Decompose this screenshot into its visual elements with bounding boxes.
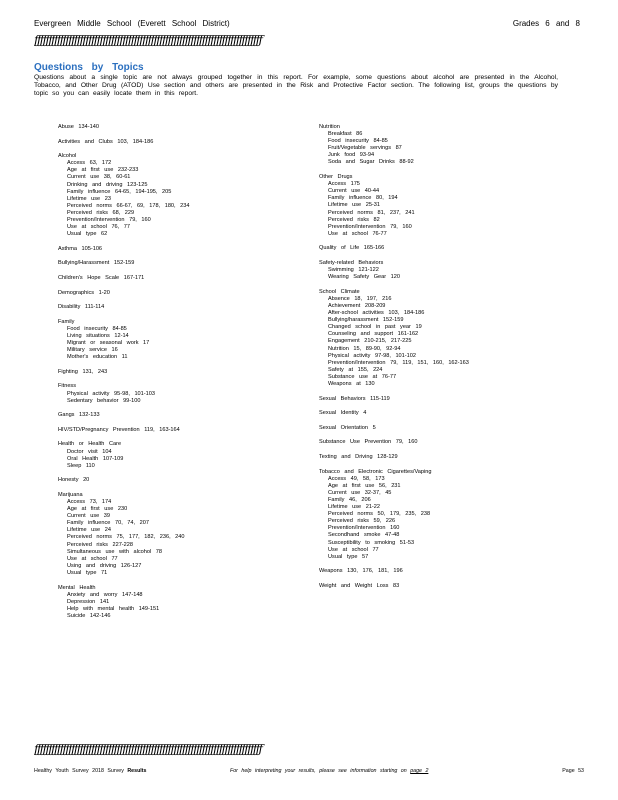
topic-block [319, 410, 559, 417]
subtopic-item: Safety at 155, 224 [328, 366, 383, 373]
subtopic-item: Current use 32-37, 45 [328, 489, 392, 496]
subtopic-item: Migrant or seasonal work 17 [67, 340, 150, 347]
topic-heading: Texting and Driving 128-129 [319, 453, 398, 460]
subtopic-item: Prevention/Intervention 79, 160 [67, 217, 151, 224]
subtopic-item: Simultaneous use with alcohol 78 [67, 548, 163, 555]
topic-heading: Tobacco and Electronic Cigarettes/Vaping [319, 468, 432, 475]
topic-block [319, 454, 559, 461]
grades-label: Grades 6 and 8 [512, 19, 580, 28]
topic-heading: Mental Health [58, 584, 96, 591]
subtopic-item: Current use 38, 60-61 [67, 174, 131, 181]
subtopic-item: Lifetime use 25-31 [328, 202, 381, 209]
topic-block [319, 396, 559, 403]
subtopic-item: Mother's education 11 [67, 354, 128, 361]
subtopic-item: Prevention/Intervention 79, 119, 151, 160, 162-163 [328, 359, 469, 366]
topic-heading: Family [58, 318, 75, 325]
topic-heading: Fighting 131, 243 [58, 368, 108, 375]
subtopic-item: Family 46, 206 [328, 496, 371, 503]
topic-heading: Children's Hope Scale 167-171 [58, 275, 145, 281]
topic-block [319, 583, 559, 590]
intro-paragraph: Questions about a single topic are not always grouped together in this report. For example, some questions about alcohol are presented in the Alcohol, Tobacco, and Other Drug (ATOD) Use section and others are presented in the Risk and Protective Factor section. The following list, groups the questions by topic so you can easily locate them in this report. [34, 74, 558, 98]
subtopic-item: Lifetime use 24 [67, 527, 111, 534]
topic-heading: School Climate [319, 288, 360, 295]
subtopic-item: Help with mental health 149-151 [67, 605, 160, 612]
topic-heading: Fitness [58, 383, 77, 390]
topic-block [58, 275, 288, 282]
page-number: Page 53 [562, 768, 584, 774]
subtopic-item: Changed school in past year 19 [328, 324, 422, 331]
subtopic-item: Secondhand smoke 47-48 [328, 532, 400, 539]
subtopic-item: Current use 39 [67, 513, 111, 520]
subtopic-item: Wearing Safety Gear 120 [328, 274, 401, 281]
topic-heading: Bullying/Harassment 152-159 [58, 260, 135, 267]
topic-heading: Abuse 134-140 [58, 124, 99, 130]
topic-heading: Sexual Identity 4 [319, 410, 367, 417]
subtopic-item: Use at school 77 [67, 555, 118, 562]
subtopic-item: Current use 40-44 [328, 188, 380, 195]
subtopic-item: Engagement 210-215, 217-225 [328, 338, 412, 345]
survey-name: Healthy Youth Survey 2018 Survey [34, 768, 124, 774]
topic-heading: Alcohol [58, 153, 77, 160]
subtopic-item: Food insecurity 84-85 [67, 325, 127, 332]
topic-block [58, 477, 288, 484]
subtopic-item: Perceived risks 82 [328, 216, 380, 223]
topic-block [319, 289, 559, 388]
topic-block [319, 260, 559, 281]
topic-block [58, 585, 288, 620]
subtopic-item: Living situations 12-14 [67, 332, 129, 339]
subtopic-item: Family influence 80, 194 [328, 195, 398, 202]
subtopic-item: Suicide 142-146 [67, 612, 111, 619]
bottom-divider: ƒƒƒƒƒƒƒƒƒƒƒƒƒƒƒƒƒƒƒƒƒƒƒƒƒƒƒƒƒƒƒƒƒƒƒƒƒƒƒƒƒƒƒƒƒƒƒƒƒƒƒƒƒƒƒƒƒƒƒƒƒƒƒƒƒƒƒƒƒƒƒƒƒƒƒƒƒƒƒƒ [34, 742, 262, 756]
help-text: For help interpreting your results, please see information starting on [230, 768, 407, 774]
subtopic-item: Fruit/Vegetable servings 87 [328, 145, 402, 152]
subtopic-item: Perceived risks 59, 226 [328, 518, 396, 525]
topic-heading: Marijuana [58, 491, 83, 498]
footer-help [230, 768, 428, 774]
subtopic-item: After-school activities 103, 184-186 [328, 310, 425, 317]
subtopic-item: Family influence 64-65, 194-195, 205 [67, 188, 172, 195]
subtopic-item: Junk food 93-94 [328, 152, 375, 159]
topic-heading: Substance Use Prevention 79, 160 [319, 439, 418, 446]
subtopic-item: Perceived norms 75, 177, 182, 236, 240 [67, 534, 185, 541]
topic-block [319, 425, 559, 432]
subtopic-item: Access 49, 58, 173 [328, 475, 385, 482]
subtopic-item: Doctor visit 104 [67, 448, 112, 455]
topic-block [58, 427, 288, 434]
top-divider: ƒƒƒƒƒƒƒƒƒƒƒƒƒƒƒƒƒƒƒƒƒƒƒƒƒƒƒƒƒƒƒƒƒƒƒƒƒƒƒƒƒƒƒƒƒƒƒƒƒƒƒƒƒƒƒƒƒƒƒƒƒƒƒƒƒƒƒƒƒƒƒƒƒƒƒƒƒƒƒƒ [34, 33, 262, 47]
school-name: Evergreen Middle School (Everett School District) [34, 19, 230, 28]
subtopic-item: Access 175 [328, 181, 360, 188]
topic-block [319, 245, 559, 252]
subtopic-item: Weapons at 130 [328, 381, 375, 387]
results-label: Results [127, 768, 147, 774]
topic-block [58, 260, 288, 267]
subtopic-item: Drinking and driving 123-125 [67, 181, 148, 188]
subtopic-item: Sleep 110 [67, 462, 95, 469]
subtopic-item: Food insecurity 84-85 [328, 138, 388, 145]
topic-block [58, 124, 288, 131]
topic-block [319, 469, 559, 561]
topic-heading: Sexual Orientation 5 [319, 424, 376, 431]
subtopic-item: Perceived norms 50, 179, 235, 238 [328, 511, 431, 518]
topic-heading: Health or Health Care [58, 441, 122, 448]
page-footer [34, 768, 584, 778]
topic-block [319, 174, 559, 238]
topic-block [58, 139, 288, 146]
topic-block [58, 492, 288, 577]
subtopic-item: Counseling and support 161-162 [328, 331, 419, 338]
footer-survey [34, 768, 147, 774]
topic-heading: Demographics 1-20 [58, 289, 110, 296]
topic-heading: Nutrition [319, 124, 340, 130]
subtopic-item: Absence 18, 197, 216 [328, 295, 392, 302]
subtopic-item: Age at first use 56, 231 [328, 482, 401, 489]
subtopic-item: Anxiety and worry 147-148 [67, 591, 143, 598]
subtopic-item: Prevention/Intervention 160 [328, 525, 400, 532]
subtopic-item: Perceived norms 66-67, 69, 178, 180, 234 [67, 202, 190, 209]
subtopic-item: Usual type 62 [67, 231, 108, 238]
subtopic-item: Usual type 57 [328, 553, 369, 560]
subtopic-item: Usual type 71 [67, 569, 108, 576]
subtopic-item: Achievement 208-209 [328, 302, 386, 309]
subtopic-item: Perceived risks 68, 229 [67, 209, 135, 216]
topic-heading: Quality of Life 165-166 [319, 245, 385, 252]
topics-right-column [319, 124, 559, 597]
topic-heading: Activities and Clubs 103, 184-186 [58, 138, 154, 145]
subtopic-item: Using and driving 126-127 [67, 562, 142, 569]
subtopic-item: Family influence 70, 74, 207 [67, 520, 149, 527]
topic-heading: Disability 111-114 [58, 304, 105, 311]
subtopic-item: Physical activity 95-98, 101-103 [67, 390, 155, 397]
subtopic-item: Use at school 76-77 [328, 230, 387, 237]
topic-heading: Other Drugs [319, 174, 353, 181]
topic-heading: Asthma 105-106 [58, 245, 103, 252]
subtopic-item: Soda and Sugar Drinks 88-92 [328, 159, 414, 166]
subtopic-item: Physical activity 97-98, 101-102 [328, 352, 416, 359]
topic-heading: Sexual Behaviors 115-119 [319, 395, 390, 402]
topic-heading: Gangs 132-133 [58, 412, 100, 419]
topics-left-column [58, 124, 288, 627]
subtopic-item: Age at first use 232-233 [67, 167, 139, 174]
subtopic-item: Breakfast 86 [328, 131, 363, 138]
subtopic-item: Age at first use 230 [67, 506, 128, 513]
topic-heading: Weapons 130, 176, 181, 196 [319, 568, 403, 575]
topic-heading: Safety-related Behaviors [319, 260, 384, 266]
subtopic-item: Lifetime use 23 [67, 195, 111, 202]
page-title: Questions by Topics [34, 62, 144, 73]
subtopic-item: Depression 141 [67, 598, 110, 605]
topic-block [58, 304, 288, 311]
topic-block [58, 441, 288, 469]
topic-block [58, 412, 288, 419]
subtopic-item: Access 73, 174 [67, 498, 112, 505]
page-header [34, 19, 584, 31]
subtopic-item: Bullying/harassment 152-159 [328, 317, 404, 324]
topic-block [58, 290, 288, 297]
subtopic-item: Swimming 121-122 [328, 267, 379, 274]
topic-heading: HIV/STD/Pregnancy Prevention 119, 163-164 [58, 426, 180, 433]
subtopic-item: Military service 16 [67, 347, 118, 354]
topic-heading: Honesty 20 [58, 477, 90, 484]
subtopic-item: Substance use at 76-77 [328, 373, 397, 380]
topic-block [58, 383, 288, 404]
topic-block [58, 246, 288, 253]
subtopic-item: Access 63, 172 [67, 160, 112, 167]
topic-block [58, 369, 288, 376]
subtopic-item: Nutrition 15, 89-90, 92-94 [328, 345, 401, 352]
topic-block [58, 153, 288, 238]
subtopic-item: Susceptibility to smoking 51-53 [328, 539, 415, 546]
subtopic-item: Lifetime use 21-22 [328, 504, 381, 511]
topic-heading: Weight and Weight Loss 83 [319, 582, 400, 589]
subtopic-item: Sedentary behavior 99-100 [67, 397, 141, 404]
subtopic-item: Use at school 77 [328, 546, 379, 553]
topic-block [319, 568, 559, 575]
topic-block [58, 319, 288, 362]
topic-block [319, 439, 559, 446]
subtopic-item: Oral Health 107-109 [67, 455, 124, 462]
subtopic-item: Prevention/Intervention 79, 160 [328, 223, 412, 230]
subtopic-item: Perceived norms 81, 237, 241 [328, 209, 415, 216]
topic-block [319, 124, 559, 167]
subtopic-item: Perceived risks 227-228 [67, 541, 134, 548]
subtopic-item: Use at school 76, 77 [67, 224, 130, 231]
help-page-link[interactable]: page 2 [410, 768, 429, 774]
